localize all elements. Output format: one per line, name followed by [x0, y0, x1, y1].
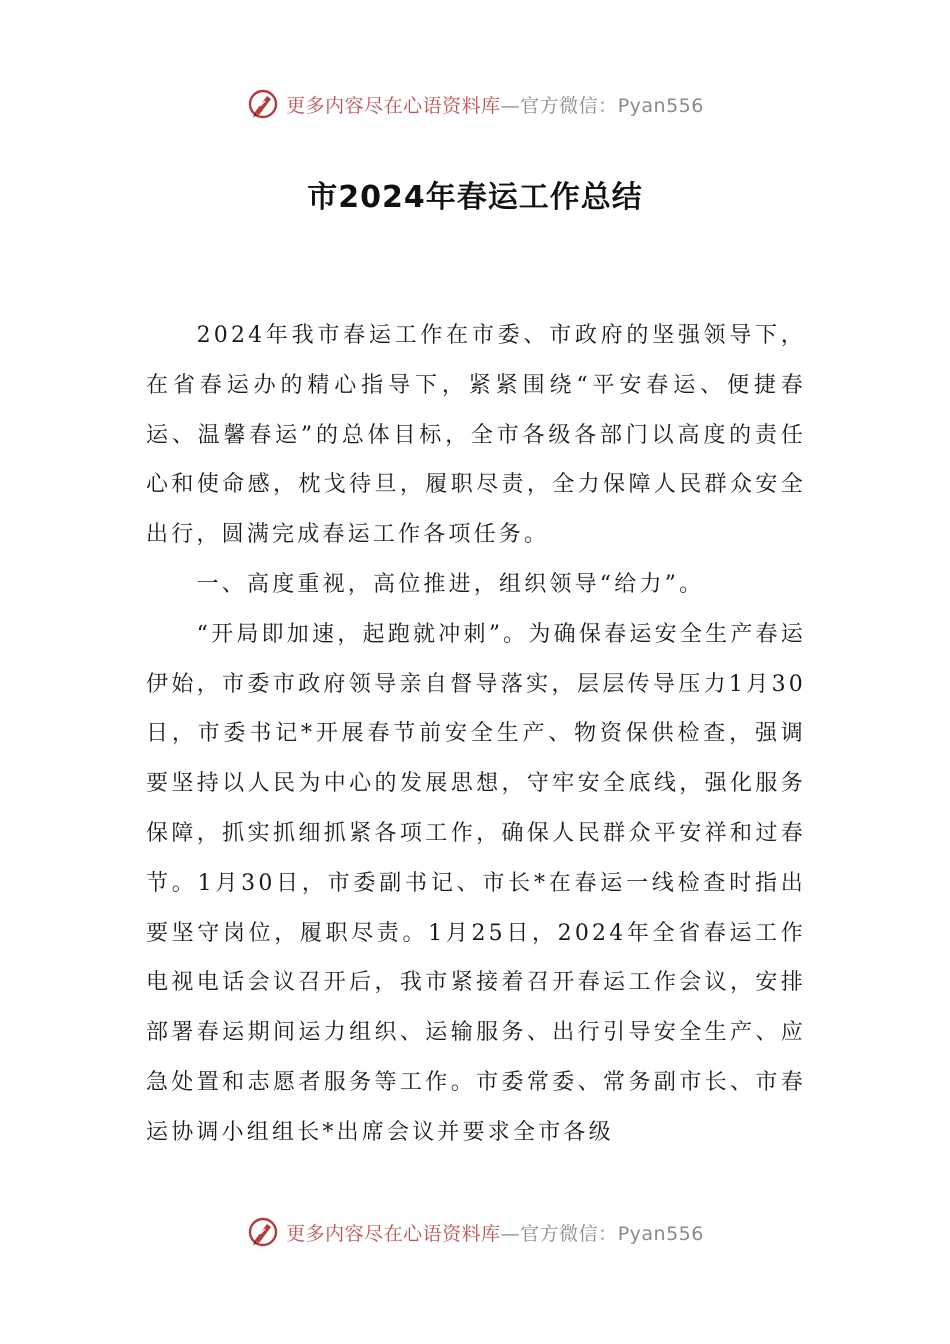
- pen-nib-logo-icon: [246, 87, 280, 121]
- pen-nib-logo-icon: [246, 1215, 280, 1249]
- watermark-wechat-label: 官方微信：: [520, 1222, 618, 1245]
- watermark-wechat-label: 官方微信：: [520, 94, 618, 117]
- section-heading-1: 一、高度重视，高位推进，组织领导“给力”。: [196, 571, 705, 597]
- watermark-wechat-id: Pyan556: [617, 1222, 704, 1245]
- paragraph-intro: 2024年我市春运工作在市委、市政府的坚强领导下，在省春运办的精心指导下，紧紧围绕“平安春运、便捷春运、温馨春运”的总体目标，全市各级各部门以高度的责任心和使命感，枕戈待旦，履职尽责，全力保障人民群众安全出行，圆满完成春运工作各项任务。: [146, 323, 806, 548]
- watermark-wechat-id: Pyan556: [617, 94, 704, 117]
- watermark-main-text: 更多内容尽在心语资料库: [286, 1222, 501, 1245]
- document-body: [146, 311, 806, 1158]
- document-title: 市2024年春运工作总结: [307, 180, 643, 215]
- watermark-text: [286, 91, 704, 118]
- watermark-main-text: 更多内容尽在心语资料库: [286, 94, 501, 117]
- watermark-text: [286, 1219, 704, 1246]
- paragraph-section-1: “开局即加速，起跑就冲刺”。为确保春运安全生产春运伊始，市委市政府领导亲自督导落实，层层传导压力1月30日，市委书记*开展春节前安全生产、物资保供检查，强调要坚持以人民为中心的发展思想，守牢安全底线，强化服务保障，抓实抓细抓紧各项工作，确保人民群众平安祥和过春节。1月30日，市委副书记、市长*在春运一线检查时指出要坚守岗位，履职尽责。1月25日，2024年全省春运工作电视电话会议召开后，我市紧接着召开春运工作会议，安排部署春运期间运力组织、运输服务、出行引导安全生产、应急处置和志愿者服务等工作。市委常委、常务副市长、市春运协调小组组长*出席会议并要求全市各级: [146, 621, 806, 1145]
- header-watermark: [0, 84, 950, 124]
- watermark-dash: —: [500, 94, 521, 117]
- watermark-dash: —: [500, 1222, 521, 1245]
- footer-watermark: [0, 1212, 950, 1252]
